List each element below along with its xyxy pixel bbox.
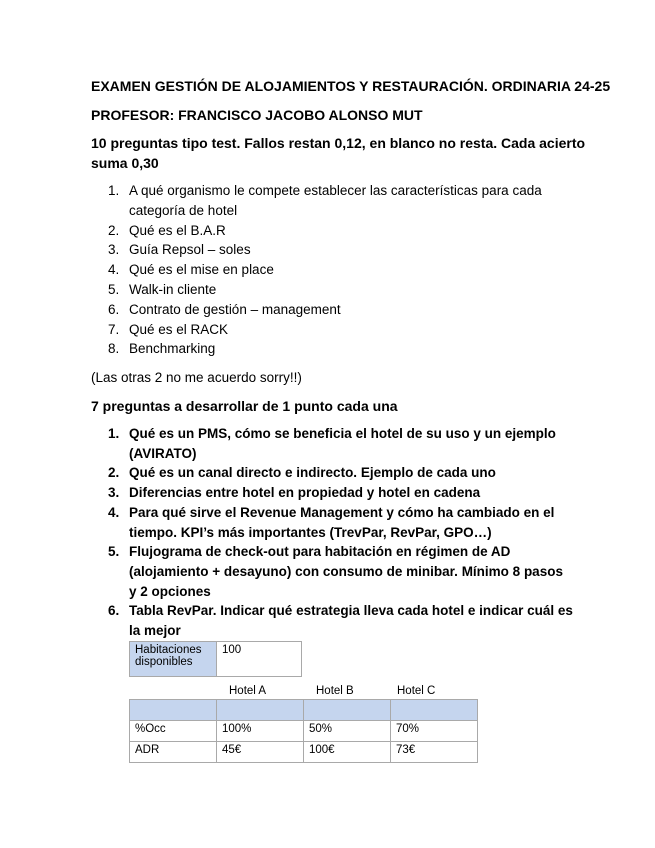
professor-line: PROFESOR: FRANCISCO JACOBO ALONSO MUT <box>91 107 423 123</box>
column-header: Hotel A <box>229 685 267 697</box>
table-cell: 100% <box>217 721 304 742</box>
test-intro-line-2: suma 0,30 <box>91 155 159 171</box>
row-label: ADR <box>130 742 217 763</box>
note-line: (Las otras 2 no me acuerdo sorry!!) <box>91 370 302 385</box>
table-row <box>130 700 478 721</box>
revpar-table <box>129 699 478 763</box>
exam-title: EXAMEN GESTIÓN DE ALOJAMIENTOS Y RESTAURACIÓN. ORDINARIA 24-25 <box>91 78 611 94</box>
table-cell: 45€ <box>217 742 304 763</box>
table-row <box>130 742 478 763</box>
rooms-table <box>129 641 302 677</box>
table-cell: 50% <box>304 721 391 742</box>
table-cell: 100€ <box>304 742 391 763</box>
rooms-value-cell: 100 <box>217 642 302 677</box>
table-row <box>130 721 478 742</box>
table-row <box>130 642 302 677</box>
column-header: Hotel C <box>397 685 436 697</box>
column-header: Hotel B <box>316 685 354 697</box>
dev-heading: 7 preguntas a desarrollar de 1 punto cada una <box>91 398 398 414</box>
table-cell: 73€ <box>391 742 478 763</box>
document-page: EXAMEN GESTIÓN DE ALOJAMIENTOS Y RESTAURACIÓN. ORDINARIA 24-25 PROFESOR: FRANCISCO JACOBO ALONSO MUT 10 preguntas tipo test. Fallos restan 0,12, en blanco no resta. Cada acierto suma 0,30 1. A qué organismo le compete establecer las características para cada categoría de hotel 2. Qué es el B.A.R 3. Guía Repsol – soles 4. Qué es el mise en place 5. Walk-in cliente 6. Contrato de gestión – management 7. Qué es el RACK 8. Benchmarking (Las otras 2 no me acuerdo sorry!!) 7 preguntas a desarrollar de 1 punto cada una 1. Qué es un PMS, cómo se beneficia el hotel de su uso y un ejemplo (AVIRATO) 2. Qué es un canal directo e indirecto. Ejemplo de cada uno 3. Diferencias entre hotel en propiedad y hotel en cadena 4. Para qué sirve el Revenue Management y cómo ha cambiado en el tiempo. KPI’s más importantes (TrevPar, RevPar, GPO…) 5. Flujograma de check-out para habitación en régimen de AD (alojamiento + desayuno) con consumo de minibar. Mínimo 8 pasos y 2 opciones 6. Tabla RevPar. Indicar qué estrategia lleva cada hotel e indicar cuál es la mejor Habitaciones disponibles 100 Hotel A Hotel B Hotel C %Occ 100% 50% 70% ADR 45€ 100€ 73€ <box>0 0 655 848</box>
rooms-label-cell: Habitaciones disponibles <box>130 642 217 677</box>
row-label: %Occ <box>130 721 217 742</box>
table-cell: 70% <box>391 721 478 742</box>
test-intro-line-1: 10 preguntas tipo test. Fallos restan 0,12, en blanco no resta. Cada acierto <box>91 135 586 151</box>
